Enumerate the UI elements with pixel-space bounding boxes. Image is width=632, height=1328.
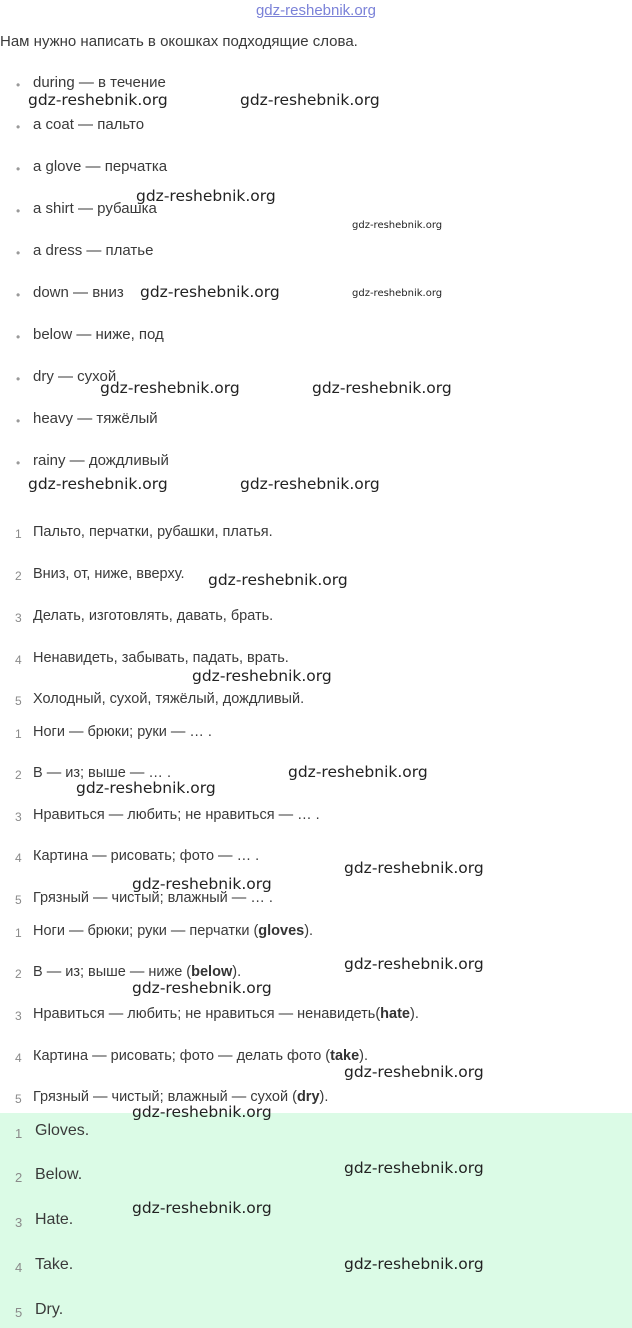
item-number: 1: [15, 926, 22, 940]
watermark: gdz-reshebnik.org: [288, 763, 428, 781]
answer-word: take: [330, 1048, 360, 1064]
item-number: 5: [15, 893, 22, 907]
bullet-icon: •: [16, 330, 21, 344]
item-number: 3: [15, 1009, 22, 1023]
vocab-item: during — в течение: [33, 74, 166, 91]
item-number: 1: [15, 527, 22, 541]
answer-number: 2: [15, 1170, 23, 1185]
bullet-icon: •: [16, 372, 21, 386]
watermark: gdz-reshebnik.org: [100, 379, 240, 397]
odd-one-out-item: Вниз, от, ниже, вверху.: [33, 566, 185, 582]
answer-panel: [0, 1113, 632, 1328]
item-number: 2: [15, 768, 22, 782]
watermark: gdz-reshebnik.org: [28, 91, 168, 109]
watermark: gdz-reshebnik.org: [140, 283, 280, 301]
odd-one-out-item: Пальто, перчатки, рубашки, платья.: [33, 524, 273, 540]
watermark: gdz-reshebnik.org: [352, 288, 443, 299]
vocab-item: a dress — платье: [33, 242, 154, 259]
odd-one-out-item: Холодный, сухой, тяжёлый, дождливый.: [33, 691, 305, 707]
item-number: 2: [15, 569, 22, 583]
item-number: 4: [15, 1051, 22, 1065]
vocab-item: rainy — дождливый: [33, 452, 169, 469]
answer-item: Hate.: [35, 1211, 74, 1228]
vocab-item: a shirt — рубашка: [33, 200, 157, 217]
item-number: 4: [15, 851, 22, 865]
vocab-item: a glove — перчатка: [33, 158, 168, 175]
solution-item: В — из; выше — ниже (below).: [33, 964, 242, 980]
bullet-icon: •: [16, 78, 21, 92]
item-number: 5: [15, 694, 22, 708]
watermark: gdz-reshebnik.org: [136, 187, 276, 205]
analogy-item: Ноги — брюки; руки — … .: [33, 724, 212, 740]
solution-item: Ноги — брюки; руки — перчатки (gloves).: [33, 923, 314, 939]
vocab-item: down — вниз: [33, 284, 124, 301]
intro-text: Нам нужно написать в окошках подходящие слова.: [0, 33, 358, 50]
vocab-item: a coat — пальто: [33, 116, 145, 133]
answer-number: 1: [15, 1126, 23, 1141]
analogy-item: Картина — рисовать; фото — … .: [33, 848, 260, 864]
bullet-icon: •: [16, 456, 21, 470]
item-number: 5: [15, 1092, 22, 1106]
watermark: gdz-reshebnik.org: [192, 667, 332, 685]
answer-number: 5: [15, 1305, 23, 1320]
bullet-icon: •: [16, 204, 21, 218]
answer-number: 4: [15, 1260, 23, 1275]
answer-word: dry: [296, 1089, 320, 1105]
item-number: 4: [15, 653, 22, 667]
answer-word: below: [191, 964, 233, 980]
watermark: gdz-reshebnik.org: [344, 859, 484, 877]
answer-number: 3: [15, 1215, 23, 1230]
watermark: gdz-reshebnik.org: [28, 475, 168, 493]
item-number: 2: [15, 967, 22, 981]
analogy-item: Грязный — чистый; влажный — … .: [33, 890, 273, 906]
answer-item: Take.: [35, 1256, 74, 1273]
solution-item: Грязный — чистый; влажный — сухой (dry).: [33, 1089, 329, 1105]
watermark: gdz-reshebnik.org: [132, 1103, 272, 1121]
watermark: gdz-reshebnik.org: [312, 379, 452, 397]
analogy-item: В — из; выше — … .: [33, 765, 171, 781]
item-number: 3: [15, 611, 22, 625]
answer-word: gloves: [258, 923, 305, 939]
vocab-item: heavy — тяжёлый: [33, 410, 158, 427]
watermark: gdz-reshebnik.org: [132, 875, 272, 893]
watermark: gdz-reshebnik.org: [344, 1255, 484, 1273]
watermark: gdz-reshebnik.org: [344, 1063, 484, 1081]
answer-item: Dry.: [35, 1301, 64, 1318]
answer-item: Gloves.: [35, 1122, 90, 1139]
odd-one-out-item: Делать, изготовлять, давать, брать.: [33, 608, 274, 624]
watermark: gdz-reshebnik.org: [240, 91, 380, 109]
watermark: gdz-reshebnik.org: [240, 475, 380, 493]
watermark: gdz-reshebnik.org: [344, 955, 484, 973]
watermark: gdz-reshebnik.org: [344, 1159, 484, 1177]
solution-item: Картина — рисовать; фото — делать фото (take).: [33, 1048, 369, 1064]
bullet-icon: •: [16, 162, 21, 176]
bullet-icon: •: [16, 414, 21, 428]
watermark: gdz-reshebnik.org: [208, 571, 348, 589]
site-watermark-top: gdz-reshebnik.org: [255, 2, 377, 19]
watermark: gdz-reshebnik.org: [352, 220, 443, 231]
analogy-item: Нравиться — любить; не нравиться — … .: [33, 807, 320, 823]
vocab-item: dry — сухой: [33, 368, 117, 385]
solution-item: Нравиться — любить; не нравиться — ненавидеть(hate).: [33, 1006, 419, 1022]
watermark: gdz-reshebnik.org: [76, 779, 216, 797]
bullet-icon: •: [16, 288, 21, 302]
watermark: gdz-reshebnik.org: [132, 1199, 272, 1217]
answer-item: Below.: [35, 1166, 83, 1183]
bullet-icon: •: [16, 246, 21, 260]
item-number: 1: [15, 727, 22, 741]
watermark: gdz-reshebnik.org: [132, 979, 272, 997]
odd-one-out-item: Ненавидеть, забывать, падать, врать.: [33, 650, 289, 666]
vocab-item: below — ниже, под: [33, 326, 164, 343]
item-number: 3: [15, 810, 22, 824]
answer-word: hate: [380, 1006, 410, 1022]
bullet-icon: •: [16, 120, 21, 134]
